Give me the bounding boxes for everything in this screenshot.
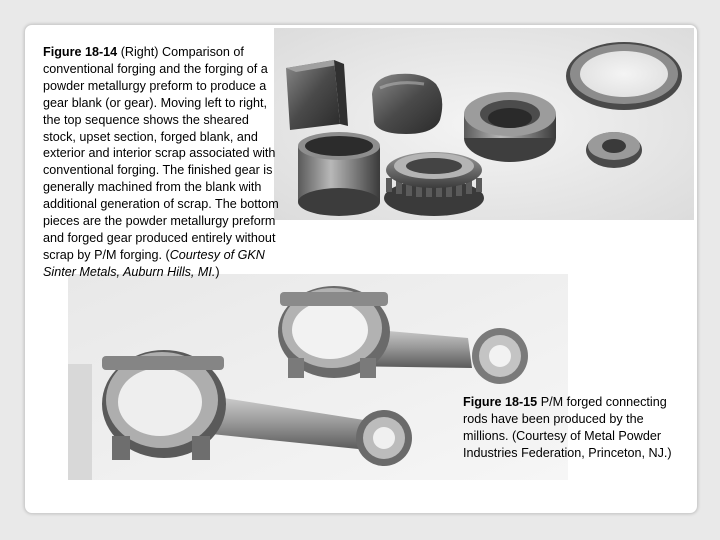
forged-blank-piece xyxy=(464,92,556,162)
figure-18-14-caption xyxy=(43,44,279,281)
figure-18-15-caption xyxy=(463,394,689,462)
figure-18-14-label: Figure 18-14 xyxy=(43,45,118,59)
figure-18-14-close: ) xyxy=(215,264,220,279)
forging-sequence-photo xyxy=(274,28,694,220)
sheared-stock-piece xyxy=(286,60,348,130)
upset-section-piece xyxy=(372,74,442,134)
interior-scrap-piece xyxy=(586,132,642,168)
figure-18-14-credit: Courtesy of GKN Sinter Metals, Auburn Hills, MI. xyxy=(43,247,265,279)
exterior-scrap-ring xyxy=(566,42,682,110)
pm-preform-piece xyxy=(298,132,380,216)
pm-forged-gear-piece xyxy=(384,152,484,216)
figure-18-15-label: Figure 18-15 xyxy=(463,395,538,409)
figure-18-15-text: P/M forged connecting rods have been produced by the millions. (Courtesy of Metal Powder Industries Federation, Princeton, NJ.) xyxy=(463,395,672,460)
figure-18-14-text: (Right) Comparison of conventional forging and the forging of a powder metallurgy preform to produce a gear blank (or gear). Moving left to right, the top sequence shows the sheared stock, upset section, forged blank, and exterior and interior scrap associated with conventional forging. The finished gear is generally machined from the blank with additional generation of scrap. The bottom pieces are the powder metallurgy preform and forged gear produced entirely without scrap by P/M forging. ( xyxy=(43,45,279,262)
